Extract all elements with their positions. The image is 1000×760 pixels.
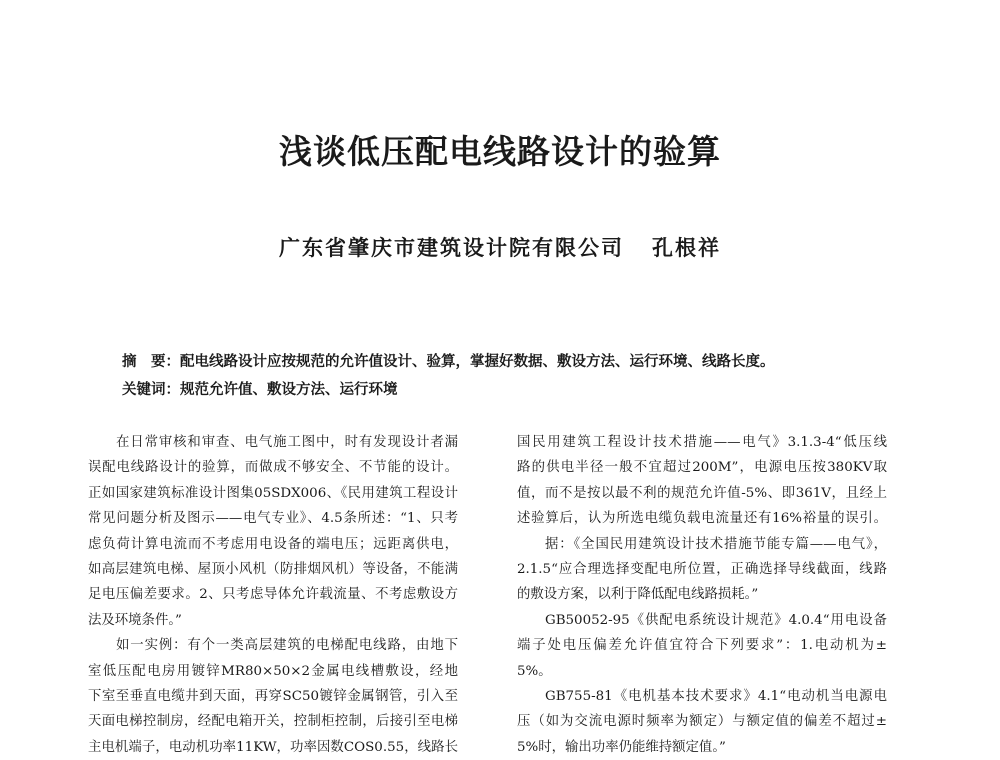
right-line: 路的供电半径一般不宜超过200M”，电源电压按380KV取 <box>517 460 887 476</box>
right-line: GB755-81《电机基本技术要求》4.1“电动机当电源电 <box>545 689 887 705</box>
abstract-text: 配电线路设计应按规范的允许值设计、验算，掌握好数据、敷设方法、运行环境、线路长度。 <box>180 353 775 370</box>
left-line: 如高层建筑电梯、屋顶小风机（防排烟风机）等设备，不能满 <box>88 562 458 578</box>
paper-title: 浅谈低压配电线路设计的验算 <box>279 132 721 171</box>
left-column <box>88 430 458 760</box>
right-column <box>517 430 887 760</box>
left-line: 虑负荷计算电流而不考虑用电设备的端电压；远距离供电， <box>88 536 458 552</box>
left-line: 法及环境条件。” <box>88 612 182 628</box>
left-line: 常见问题分析及图示——电气专业》、4.5条所述：“1、只考 <box>88 511 458 527</box>
right-line: 值，而不是按以最不利的规范允许值-5%、即361V，且经上 <box>517 485 887 501</box>
right-line: 的敷设方案，以利于降低配电线路损耗。” <box>517 587 759 603</box>
right-line: 5%时，输出功率仍能维持额定值。” <box>517 739 726 755</box>
author-name: 孔根祥 <box>652 235 721 260</box>
left-line: 如一实例：有个一类高层建筑的电梯配电线路，由地下 <box>116 638 458 654</box>
left-line: 天面电梯控制房，经配电箱开关，控制柜控制，后接引至电梯 <box>88 714 458 730</box>
right-line: 据：《全国民用建筑设计技术措施节能专篇——电气》， <box>545 536 887 552</box>
left-line: 下室至垂直电缆井到天面，再穿SC50镀锌金属钢管，引入至 <box>88 689 458 705</box>
byline <box>0 232 1000 262</box>
right-line: 端子处电压偏差允许值宜符合下列要求”：1.电动机为± <box>517 638 887 654</box>
right-line: 2.1.5“应合理选择变配电所位置，正确选择导线截面，线路 <box>517 562 887 578</box>
keywords-row <box>122 376 922 404</box>
keywords-text: 规范允许值、敷设方法、运行环境 <box>180 381 398 398</box>
left-line: 在日常审核和审查、电气施工图中，时有发现设计者漏 <box>116 435 458 450</box>
right-line: 述验算后，认为所选电缆负载电流量还有16%裕量的误引。 <box>517 511 887 527</box>
keywords-label: 关键词： <box>122 381 180 398</box>
left-line: 正如国家建筑标准设计图集05SDX006、《民用建筑工程设计 <box>88 485 458 501</box>
abstract-row <box>122 348 922 376</box>
left-line: 主电机端子，电动机功率11KW，功率因数COS0.55，线路长 <box>88 739 458 755</box>
right-line: 压（如为交流电源时频率为额定）与额定值的偏差不超过± <box>517 714 887 730</box>
abstract-label: 摘 要： <box>122 353 180 370</box>
right-line: 5%。 <box>517 663 552 679</box>
abstract-block <box>122 348 922 404</box>
left-line: 足电压偏差要求。2、只考虑导体允许载流量、不考虑敷设方 <box>88 587 458 603</box>
right-line: GB50052-95《供配电系统设计规范》4.0.4“用电设备 <box>545 612 887 628</box>
affiliation: 广东省肇庆市建筑设计院有限公司 <box>279 235 624 260</box>
right-line: 国民用建筑工程设计技术措施——电气》3.1.3-4“低压线 <box>517 435 887 450</box>
left-line: 误配电线路设计的验算，而做成不够安全、不节能的设计。 <box>88 460 458 476</box>
left-line: 室低压配电房用镀锌MR80×50×2金属电线槽敷设，经地 <box>88 663 458 679</box>
